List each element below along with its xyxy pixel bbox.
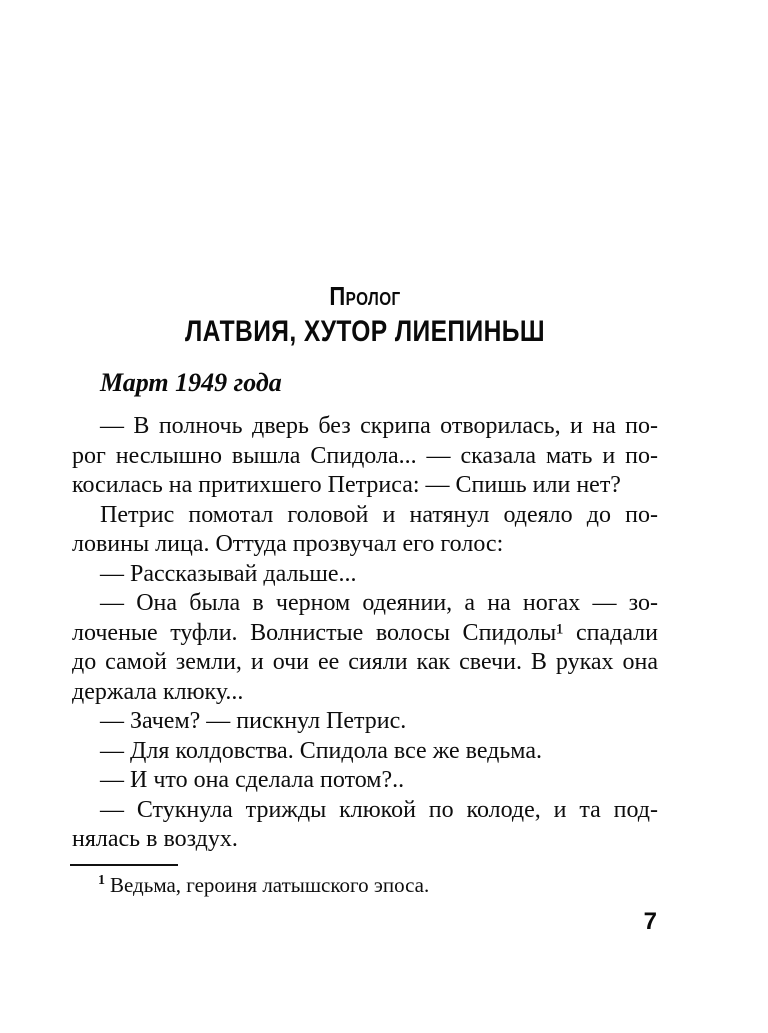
footnote-text: Ведьма, героиня латышского эпоса.: [110, 873, 430, 897]
chapter-title: ЛАТВИЯ, ХУТОР ЛИЕПИНЬШ: [184, 315, 546, 348]
footnote-marker: 1: [98, 873, 105, 888]
body-line: косилась на притихшего Петриса: — Спишь или нет?: [72, 472, 621, 498]
body-line: Петрис помотал головой и натянул одеяло до по-: [100, 501, 658, 528]
body-line: ловины лица. Оттуда прозвучал его голос:: [72, 531, 504, 557]
body-line: — И что она сделала потом?..: [100, 767, 405, 793]
body-line: — Зачем? — пискнул Петрис.: [100, 708, 407, 734]
body-line: лоченые туфли. Волнистые волосы Спидолы¹ спадали: [72, 619, 658, 646]
body-line: нялась в воздух.: [72, 826, 238, 852]
body-line: — Стукнула трижды клюкой по колоде, и та под-: [100, 796, 658, 823]
body-line: до самой земли, и очи ее сияли как свечи. В руках она: [72, 649, 658, 675]
footnote-divider: [70, 864, 178, 866]
body-line: — Для колдовства. Спидола все же ведьма.: [100, 737, 542, 764]
body-text: [72, 412, 658, 855]
body-line: — В полночь дверь без скрипа отворилась, и на по-: [100, 413, 658, 439]
body-line: — Она была в черном одеянии, а на ногах — зо-: [100, 590, 658, 616]
body-line: — Рассказывай дальше...: [100, 560, 357, 587]
body-line: держала клюку...: [72, 678, 244, 705]
page-number: 7: [643, 908, 657, 935]
body-line: рог неслышно вышла Спидола... — сказала мать и по-: [72, 442, 658, 469]
prologue-heading: Пролог: [329, 281, 401, 311]
footnote: [72, 873, 658, 898]
dateline: Март 1949 года: [100, 368, 282, 397]
